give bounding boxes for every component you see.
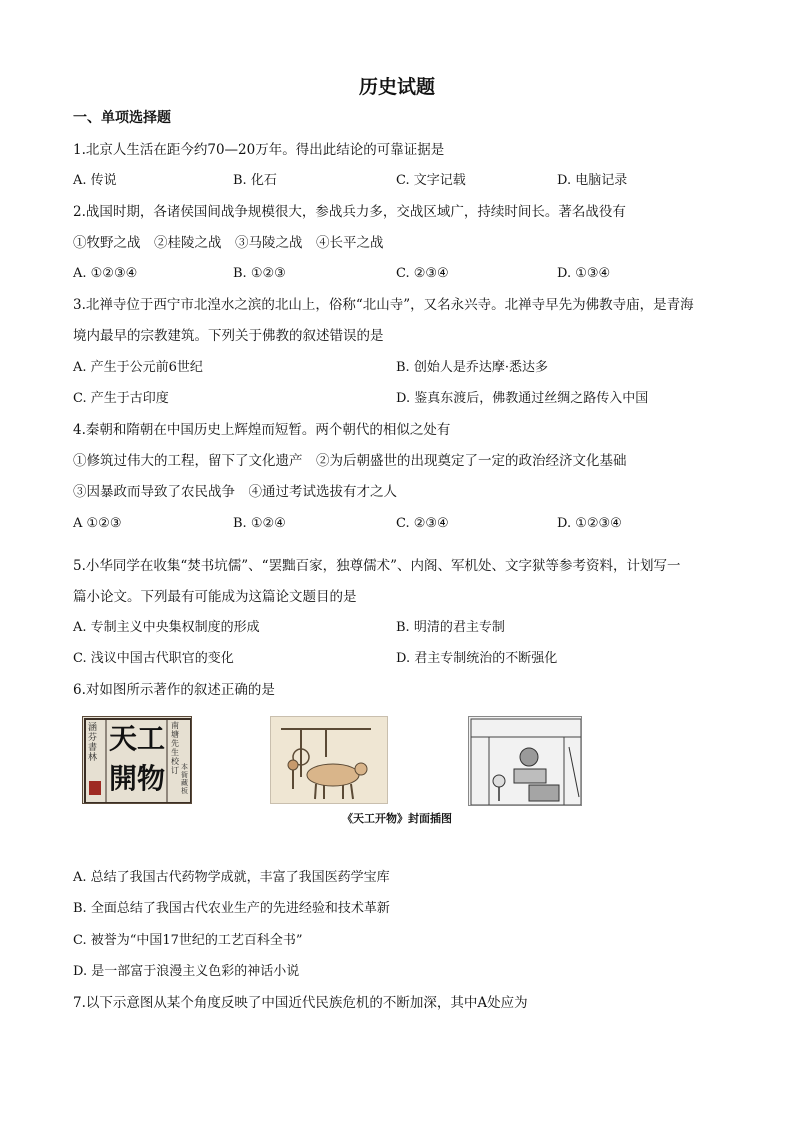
q1-option-b[interactable]: B. 化石 [233, 173, 277, 188]
question-7-stem: 7.以下示意图从某个角度反映了中国近代民族危机的不断加深，其中A处应为 [73, 995, 528, 1011]
q6-option-d[interactable]: D. 是一部富于浪漫主义色彩的神话小说 [73, 964, 300, 979]
cover-right-text: 南塘先生校订 [171, 721, 179, 775]
q1-option-d[interactable]: D. 电脑记录 [557, 173, 628, 188]
question-4-items-2: ③因暴政而导致了农民战争 ④通过考试选拔有才之人 [73, 484, 397, 500]
question-1-stem: 1.北京人生活在距今约70—20万年。得出此结论的可靠证据是 [73, 142, 445, 158]
cover-seal-text: 本衙藏板 [181, 763, 188, 795]
section-heading: 一、单项选择题 [73, 110, 171, 126]
question-6-stem: 6.对如图所示著作的叙述正确的是 [73, 682, 275, 698]
question-5-stem-line2: 篇小论文。下列最有可能成为这篇论文题目的是 [73, 589, 357, 605]
q1-option-c[interactable]: C. 文字记载 [396, 173, 466, 188]
workshop-svg [469, 717, 582, 806]
q4-option-b[interactable]: B. ①②④ [233, 516, 286, 531]
workshop-illustration [468, 716, 582, 806]
q3-option-d[interactable]: D. 鉴真东渡后，佛教通过丝绸之路传入中国 [396, 391, 649, 406]
q5-option-b[interactable]: B. 明清的君主专制 [396, 620, 505, 635]
q2-option-a[interactable]: A. ①②③④ [73, 266, 138, 281]
question-3-stem-line2: 境内最早的宗教建筑。下列关于佛教的叙述错误的是 [73, 328, 384, 344]
question-2-items: ①牧野之战 ②桂陵之战 ③马陵之战 ④长平之战 [73, 235, 384, 251]
q6-option-a[interactable]: A. 总结了我国古代药物学成就，丰富了我国医药学宝库 [73, 870, 390, 885]
page-title: 历史试题 [358, 76, 435, 98]
q1-option-a[interactable]: A. 传说 [73, 173, 117, 188]
book-cover-image [82, 716, 192, 804]
cover-title-text: 天工開物 [108, 722, 165, 795]
cover-left-text: 涵芬書林 [88, 723, 98, 763]
q4-option-a[interactable]: A ①②③ [73, 516, 122, 531]
question-5-stem-line1: 5.小华同学在收集“焚书坑儒”、“罢黜百家，独尊儒术”、内阁、军机处、文字狱等参考资料，计划写一 [73, 558, 681, 574]
figure-caption: 《天工开物》封面插图 [342, 812, 452, 825]
question-4-stem: 4.秦朝和隋朝在中国历史上辉煌而短暂。两个朝代的相似之处有 [73, 422, 451, 438]
question-3-stem-line1: 3.北禅寺位于西宁市北湟水之滨的北山上，俗称“北山寺”，又名永兴寺。北禅寺早先为佛教寺庙，是青海 [73, 297, 694, 313]
q4-option-d[interactable]: D. ①②③④ [557, 516, 622, 531]
q4-option-c[interactable]: C. ②③④ [396, 516, 449, 531]
q5-option-a[interactable]: A. 专制主义中央集权制度的形成 [73, 620, 260, 635]
q5-option-c[interactable]: C. 浅议中国古代职官的变化 [73, 651, 234, 666]
q2-option-d[interactable]: D. ①③④ [557, 266, 611, 281]
ox-machine-illustration [270, 716, 388, 804]
q3-option-a[interactable]: A. 产生于公元前6世纪 [73, 360, 203, 375]
q3-option-c[interactable]: C. 产生于古印度 [73, 391, 169, 406]
ox-machine-svg [271, 717, 388, 804]
q3-option-b[interactable]: B. 创始人是乔达摩·悉达多 [396, 360, 548, 375]
q5-option-d[interactable]: D. 君主专制统治的不断强化 [396, 651, 558, 666]
q6-option-b[interactable]: B. 全面总结了我国古代农业生产的先进经验和技术革新 [73, 901, 390, 916]
question-2-stem: 2.战国时期，各诸侯国间战争规模很大，参战兵力多，交战区域广，持续时间长。著名战役有 [73, 204, 626, 220]
q2-option-b[interactable]: B. ①②③ [233, 266, 286, 281]
q2-option-c[interactable]: C. ②③④ [396, 266, 449, 281]
q6-option-c[interactable]: C. 被誉为“中国17世纪的工艺百科全书” [73, 933, 303, 948]
question-4-items-1: ①修筑过伟大的工程，留下了文化遗产 ②为后朝盛世的出现奠定了一定的政治经济文化基础 [73, 453, 627, 469]
